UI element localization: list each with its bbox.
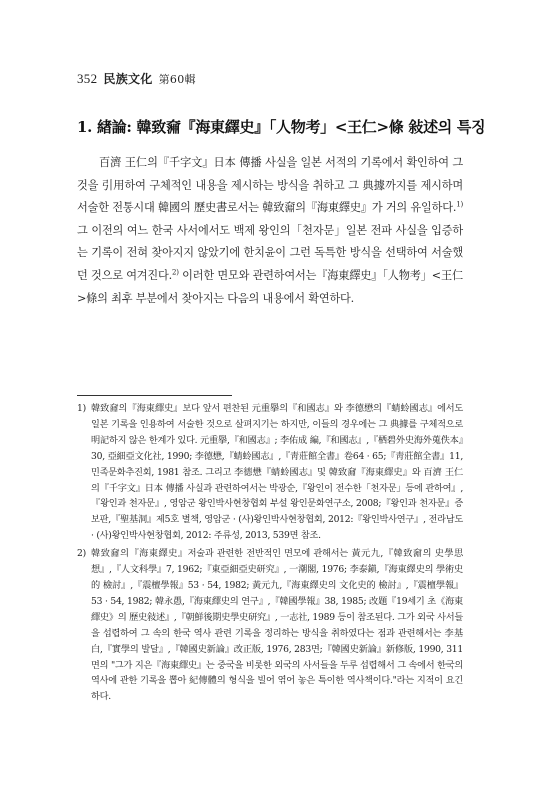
body-text-part-3: 이러한 면모와 관련하여서는『海東繹史』「人物考」<王仁>條의 최후 부분에서 찾아지는 다음의 내용에서 확연하다.: [77, 268, 463, 305]
body-paragraph: [77, 152, 463, 310]
journal-name: 民族文化: [103, 72, 153, 86]
page-number: 352: [77, 71, 98, 86]
body-text-part-1: 百濟 王仁의『千字文』日本 傳播 사실을 일본 서적의 기록에서 확인하여 그것을 引用하여 구체적인 내용을 제시하는 방식을 취하고 그 典據까지를 제시하며 서술한 전통시대 韓國의 歷史書로서는 韓致奫의『海東繹史』가 거의 유일하다.: [77, 156, 463, 215]
footnote-ref-2[interactable]: 2): [171, 268, 179, 277]
running-header: [77, 70, 196, 87]
section-title: 1. 緖論: 韓致奫『海東繹史』「人物考」<王仁>條 敍述의 특징: [77, 118, 486, 136]
footnote-1: [77, 401, 463, 544]
body-text-part-2: 그 이전의 여느 한국 사서에서도 백제 왕인의「천자문」일본 전파 사실을 입증하는 기록이 전혀 찾아지지 않았기에 한치윤이 그런 독특한 방식을 선택하여 서술했던 것으로 여겨진다.: [77, 223, 463, 282]
footnote-2: [77, 546, 463, 705]
footnotes: [77, 401, 463, 707]
footnote-ref-1[interactable]: 1): [456, 200, 463, 209]
footnote-number: 2): [77, 548, 86, 560]
footnote-divider: [77, 395, 232, 396]
journal-issue: 第60輯: [158, 73, 196, 86]
footnote-text: 韓致奫의『海東繹史』보다 앞서 편찬된 元重擧의『和國志』와 李德懋의『蜻蛉國志』에서도 일본 기록을 인용하여 서술한 것으로 살펴지기는 하지만, 이들의 경우에는 그 典據를 구체적으로 明記하지 않은 한계가 있다. 元重擧,『和國志』; 李佑成 編,『和國志』,『栖碧外史海外蒐佚本』30, 亞細亞文化社, 1990; 李德懋,『蜻蛉國志』,『靑莊館全書』卷64 · 65;『靑莊館全書』11, 민족문화추진회, 1981 참조. 그리고 李德懋『蜻蛉國志』및 韓致奫『海東繹史』와 百濟 王仁의『千字文』日本 傳播 사실과 관련하여서는 박광순,『왕인이 전수한「천자문」등에 관하여』,『왕인과 천자문』, 영암군 왕인박사현창협회 부설 왕인문화연구소, 2008;『왕인과 천자문』증보판,『聖基洞』제5호 별책, 영암군 · (사)왕인박사현창협회, 2012:『왕인박사연구』, 전라남도 · (사)왕인박사현창협회, 2012: 주류성, 2013, 539면 참조.: [91, 403, 463, 542]
footnote-number: 1): [77, 403, 86, 414]
footnote-text: 韓致奫의『海東繹史』저술과 관련한 전반적인 면모에 관해서는 黃元九,『韓致奫의 史學思想』,『人文科學』7, 1962;『東亞細亞史研究』, 一潮閣, 1976; 李泰鎭,『海東繹史의 學術史的 檢討』,『震檀學報』53 · 54, 1982; 黃元九,『海東繹史의 文化史的 檢討』,『震檀學報』53 · 54, 1982; 韓永愚,『海東繹史의 연구』,『韓國學報』38, 1985; 改題『19세기 초《海東繹史》의 歷史敍述』,『朝鮮後期史學史研究』, 一志社, 1989 등이 참조된다. 그가 외국 사서들을 섭렵하여 그 속의 한국 역사 관련 기록을 정리하는 방식을 취하였다는 점과 관련해서는 李基白,『實學의 발달』,『韓國史新論』改正版, 1976, 283면;『韓國史新論』新修版, 1990, 311면의 "그가 지은『海東繹史』는 중국을 비롯한 외국의 사서들을 두루 섭렵해서 그 속에서 한국의 역사에 관한 기록을 뽑아 紀傳體의 형식을 빌어 엮어 놓은 특이한 역사책이다."라는 지적이 요긴하다.: [91, 548, 463, 703]
